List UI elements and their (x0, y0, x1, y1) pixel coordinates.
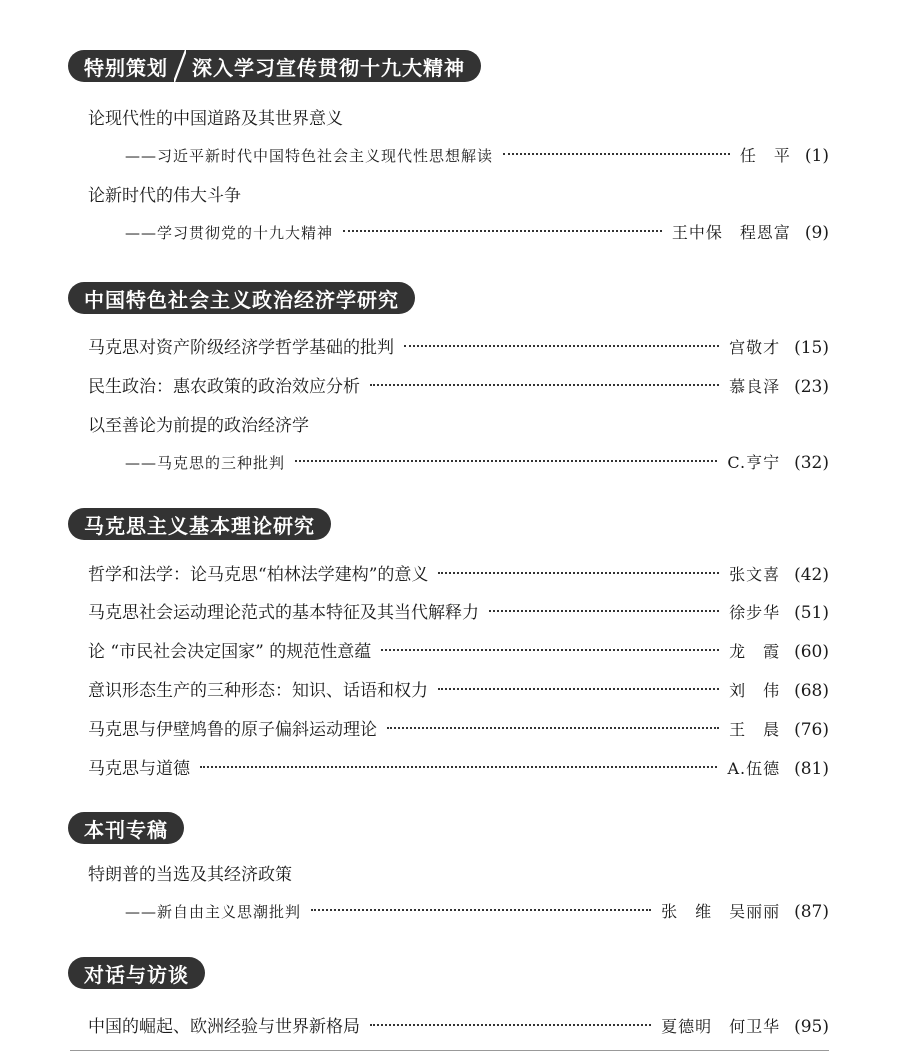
dot-leader (381, 649, 719, 651)
toc-entry[interactable] (88, 715, 829, 740)
article-subtitle: ——学习贯彻党的十九大精神 (125, 224, 334, 242)
article-subtitle: ——新自由主义思潮批判 (125, 903, 302, 921)
dot-leader (438, 572, 719, 574)
dot-leader (438, 688, 719, 690)
article-title: 马克思与道德 (88, 759, 190, 779)
page-number: (1) (804, 146, 829, 166)
article-title[interactable]: 以至善论为前提的政治经济学 (88, 416, 309, 436)
dot-leader (343, 230, 662, 232)
article-title: 意识形态生产的三种形态：知识、话语和权力 (88, 681, 428, 701)
article-title: 民生政治：惠农政策的政治效应分析 (88, 377, 360, 397)
toc-entry[interactable] (88, 754, 829, 779)
section-heading-special-feature (68, 50, 481, 82)
article-author: C.亨宁 (727, 453, 781, 472)
page-number: (32) (794, 453, 829, 473)
article-title: 哲学和法学：论马克思“柏林法学建构”的意义 (88, 565, 429, 585)
page-number: (95) (794, 1017, 829, 1037)
page-number: (81) (794, 759, 829, 779)
article-title[interactable]: 论现代性的中国道路及其世界意义 (88, 109, 343, 129)
article-author: 徐步华 (729, 603, 781, 622)
article-author: 王中保 程恩富 (671, 223, 791, 242)
page-number: (76) (794, 720, 829, 740)
section-heading: 本刊专稿 (68, 812, 184, 844)
article-author: 王 晨 (729, 720, 781, 739)
toc-entry[interactable] (125, 220, 829, 243)
page-number: (51) (794, 603, 829, 623)
article-author: 任 平 (739, 146, 791, 165)
article-author: A.伍德 (727, 759, 781, 778)
toc-entry[interactable] (88, 333, 829, 358)
page-number: (42) (794, 565, 829, 585)
toc-entry[interactable] (88, 676, 829, 701)
toc-entry[interactable] (88, 372, 829, 397)
dot-leader (370, 1024, 651, 1026)
toc-entry[interactable] (88, 637, 829, 662)
article-title: 马克思社会运动理论范式的基本特征及其当代解释力 (88, 603, 479, 623)
section-heading: 马克思主义基本理论研究 (68, 508, 331, 540)
toc-entry[interactable] (88, 1012, 829, 1037)
page-number: (23) (794, 377, 829, 397)
article-author: 刘 伟 (729, 681, 781, 700)
toc-entry[interactable] (125, 450, 829, 473)
page-number: (15) (794, 338, 829, 358)
article-author: 夏德明 何卫华 (661, 1017, 781, 1036)
dot-leader (489, 610, 719, 612)
dot-leader (311, 909, 651, 911)
article-author: 慕良泽 (729, 377, 781, 396)
dot-leader (387, 727, 719, 729)
article-title: 中国的崛起、欧洲经验与世界新格局 (88, 1017, 360, 1037)
page-number: (68) (794, 681, 829, 701)
dot-leader (503, 153, 730, 155)
section-heading-left: 特别策划 (84, 55, 168, 80)
article-title: 马克思与伊壁鸠鲁的原子偏斜运动理论 (88, 720, 377, 740)
article-author: 宫敬才 (729, 338, 781, 357)
toc-entry[interactable] (125, 143, 829, 166)
article-author: 张文喜 (729, 565, 781, 584)
article-subtitle: ——马克思的三种批判 (125, 454, 286, 472)
section-heading-right: 深入学习宣传贯彻十九大精神 (192, 55, 465, 80)
bottom-rule (70, 1050, 829, 1051)
article-title[interactable]: 特朗普的当选及其经济政策 (88, 865, 292, 885)
section-heading: 中国特色社会主义政治经济学研究 (68, 282, 415, 314)
dot-leader (370, 384, 719, 386)
article-subtitle: ——习近平新时代中国特色社会主义现代性思想解读 (125, 147, 494, 165)
section-heading: 对话与访谈 (68, 957, 205, 989)
page-number: (60) (794, 642, 829, 662)
article-title: 论 “市民社会决定国家” 的规范性意蕴 (88, 642, 372, 662)
page-number: (9) (804, 223, 829, 243)
toc-entry[interactable] (88, 560, 829, 585)
dot-leader (200, 766, 717, 768)
toc-entry[interactable] (125, 899, 829, 922)
article-author: 张 维 吴丽丽 (661, 902, 781, 921)
dot-leader (295, 460, 717, 462)
article-title: 马克思对资产阶级经济学哲学基础的批判 (88, 338, 394, 358)
dot-leader (404, 345, 719, 347)
article-title[interactable]: 论新时代的伟大斗争 (88, 186, 241, 206)
article-author: 龙 霞 (729, 642, 781, 661)
toc-entry[interactable] (88, 598, 829, 623)
page-number: (87) (794, 902, 829, 922)
heading-divider (174, 50, 186, 82)
